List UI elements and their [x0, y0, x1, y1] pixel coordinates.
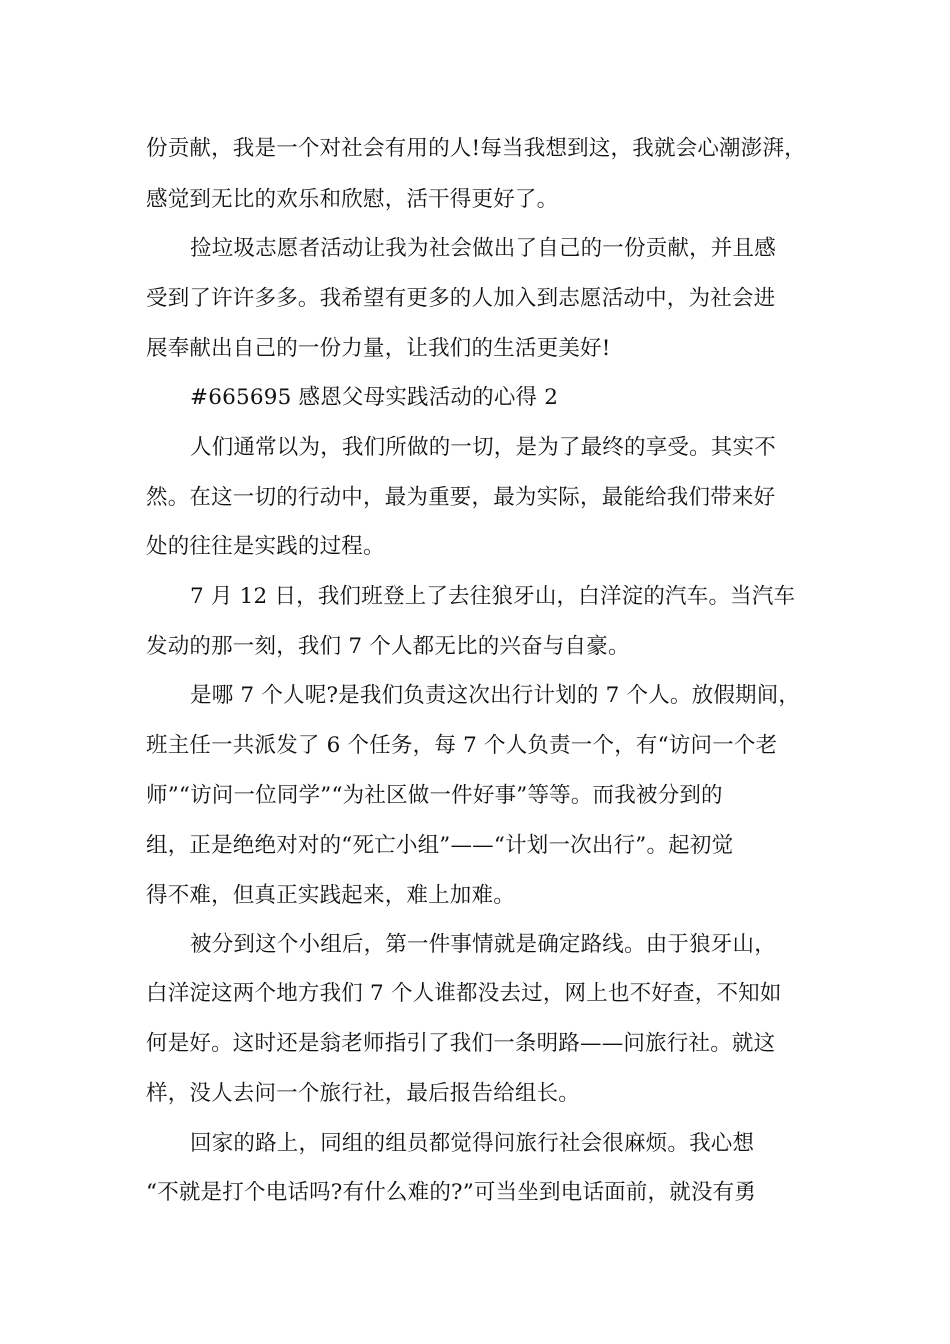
- text-line: 处的往往是实践的过程。: [146, 534, 385, 559]
- text-line: 是哪 7 个人呢?是我们负责这次出行计划的 7 个人。放假期间，: [190, 683, 801, 708]
- text-line: 捡垃圾志愿者活动让我为社会做出了自己的一份贡献，并且感: [190, 236, 776, 261]
- text-line: 然。在这一切的行动中，最为重要，最为实际，最能给我们带来好: [146, 485, 776, 510]
- text-line: 人们通常以为，我们所做的一切，是为了最终的享受。其实不: [190, 435, 776, 460]
- text-line: 份贡献，我是一个对社会有用的人!每当我想到这，我就会心潮澎湃，: [146, 136, 806, 161]
- text-line: 发动的那一刻，我们 7 个人都无比的兴奋与自豪。: [146, 634, 630, 659]
- text-line: 受到了许许多多。我希望有更多的人加入到志愿活动中，为社会进: [146, 286, 776, 311]
- text-line: 样，没人去问一个旅行社，最后报告给组长。: [146, 1081, 581, 1106]
- text-line: 何是好。这时还是翁老师指引了我们一条明路——问旅行社。就这: [146, 1031, 776, 1056]
- text-line: 师”“访问一位同学”“为社区做一件好事”等等。而我被分到的: [146, 783, 723, 808]
- text-line: “不就是打个电话吗?有什么难的?”可当坐到电话面前，就没有勇: [146, 1180, 757, 1205]
- text-line: 被分到这个小组后，第一件事情就是确定路线。由于狼牙山，: [190, 932, 776, 957]
- text-line: 班主任一共派发了 6 个任务，每 7 个人负责一个，有“访问一个老: [146, 733, 778, 758]
- text-line: 白洋淀这两个地方我们 7 个人谁都没去过，网上也不好查，不知如: [146, 981, 782, 1006]
- text-line: 展奉献出自己的一份力量，让我们的生活更美好!: [146, 336, 611, 361]
- text-line: 7 月 12 日，我们班登上了去往狼牙山，白洋淀的汽车。当汽车: [190, 584, 796, 609]
- section-heading: #665695 感恩父母实践活动的心得 2: [190, 385, 559, 410]
- text-line: 回家的路上，同组的组员都觉得问旅行社会很麻烦。我心想: [190, 1131, 755, 1156]
- text-line: 感觉到无比的欢乐和欣慰，活干得更好了。: [146, 187, 559, 212]
- text-line: 组，正是绝绝对对的“死亡小组”——“计划一次出行”。起初觉: [146, 833, 734, 858]
- text-line: 得不难，但真正实践起来，难上加难。: [146, 883, 515, 908]
